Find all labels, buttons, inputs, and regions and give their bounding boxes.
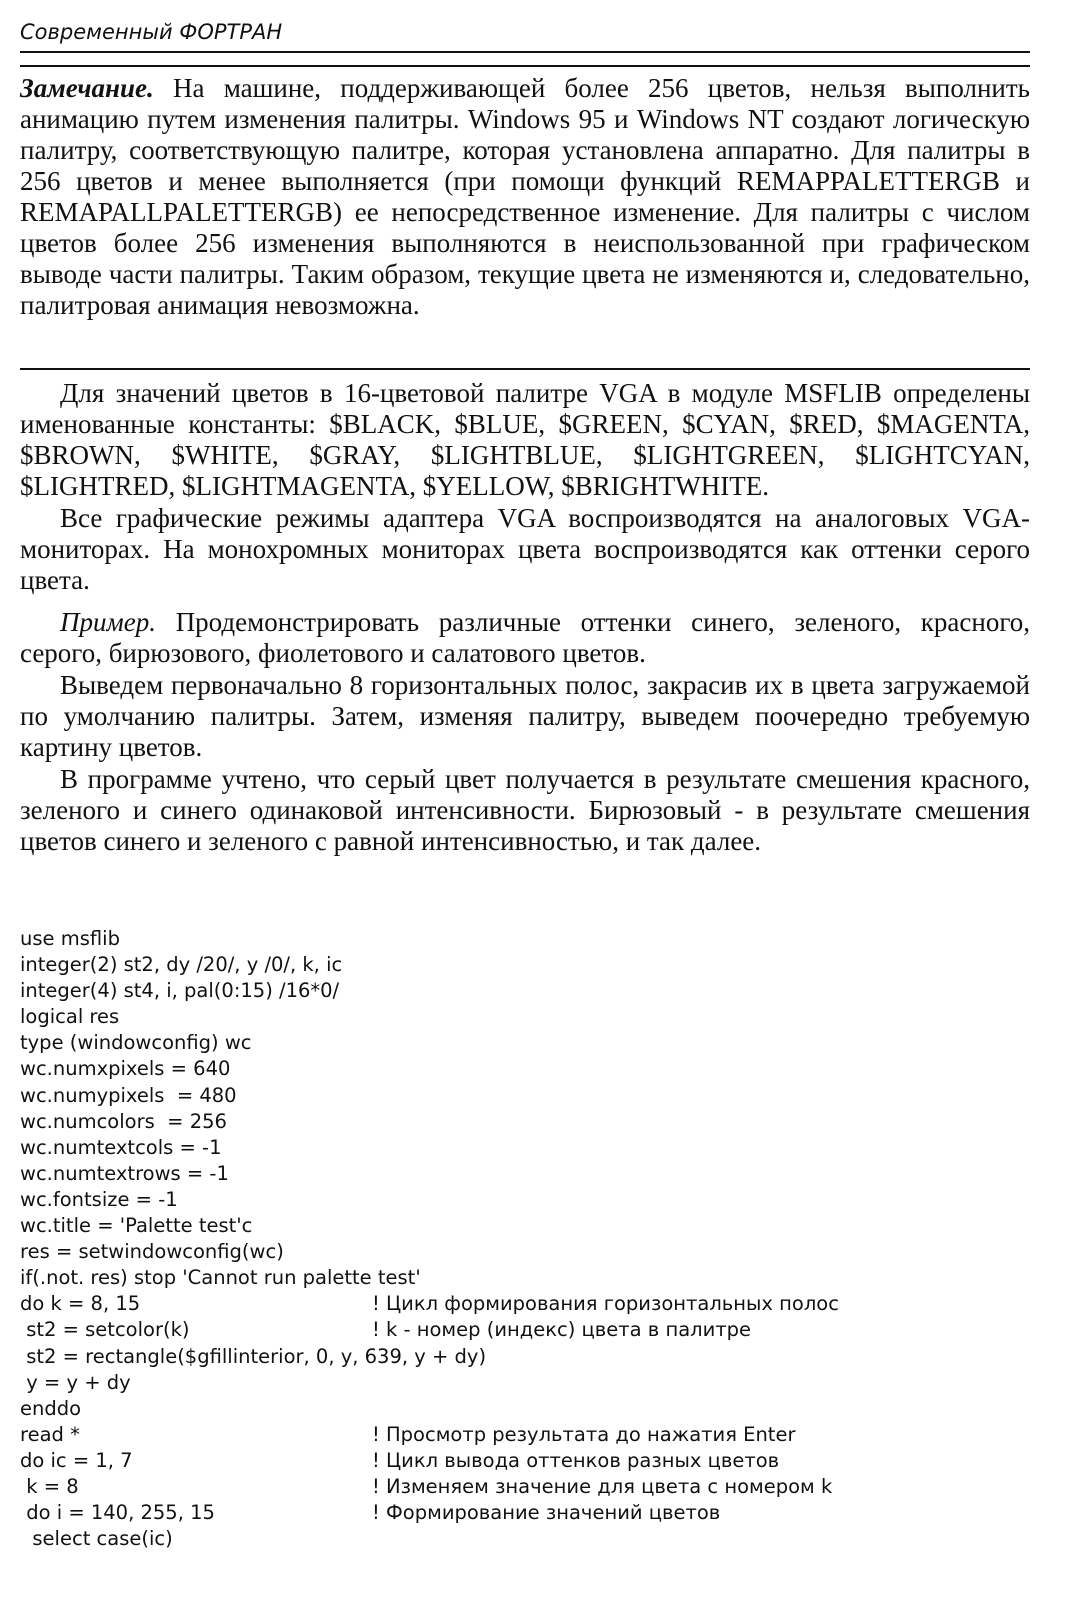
code-line [20,1422,1030,1448]
code-line [20,1474,1030,1500]
code-comment: ! Цикл вывода оттенков разных цветов [372,1448,780,1472]
code-source: st2 = rectangle($gfillinterior, 0, y, 639, y + dy) [20,1344,487,1368]
code-source: wc.fontsize = -1 [20,1187,178,1211]
code-comment: ! Цикл формирования горизонтальных полос [372,1292,839,1316]
code-source: do k = 8, 15 [20,1292,141,1316]
code-line [20,978,1030,1004]
code-line [20,1344,1030,1370]
example-lead: Пример. [60,607,156,637]
code-comment: ! k - номер (индекс) цвета в палитре [372,1318,752,1342]
example-text: Продемонстрировать различные оттенки синего, зеленого, красного, серого, бирюзового, фиолетового и салатового цветов. [20,607,1030,668]
code-source: res = setwindowconfig(wc) [20,1240,284,1264]
code-listing [20,926,1030,1552]
code-line [20,1448,1030,1474]
code-line [20,1370,1030,1396]
note-text: На машине, поддерживающей более 256 цветов, нельзя выполнить анимацию путем изменения палитры. Windows 95 и Windows NT создают логическую палитру, соответствующую палитре, которая установлена аппаратно. Для палитры в 256 цветов и менее выполняется (при помощи функций REMAPPALETTERGB и REMAPALLPALETTERGB) ее непосредственное изменение. Для палитры с числом цветов более 256 изменения выполняются в неиспользованной при графическом выводе части палитры. Таким образом, текущие цвета не изменяются и, следовательно, палитровая анимация невозможна. [20,73,1030,320]
code-line [20,1187,1030,1213]
code-comment: ! Формирование значений цветов [372,1501,721,1525]
code-line [20,1056,1030,1082]
code-source: do i = 140, 255, 15 [20,1501,215,1525]
paragraph-example [20,607,1030,669]
code-source: read * [20,1422,80,1446]
code-line [20,1265,1030,1291]
code-line [20,1213,1030,1239]
code-line [20,1239,1030,1265]
code-line [20,1396,1030,1422]
code-line [20,1030,1030,1056]
note-top-rule [20,65,1030,67]
paragraph-gray: В программе учтено, что серый цвет получается в результате смешения красного, зеленого и синего одинаковой интенсивности. Бирюзовый - в результате смешения цветов синего и зеленого с равной интенсивностью, и так далее. [20,764,1030,856]
code-source: integer(2) st2, dy /20/, y /0/, k, ic [20,953,343,977]
code-line [20,952,1030,978]
code-line [20,926,1030,952]
code-line [20,1135,1030,1161]
note-block [20,73,1030,321]
code-source: enddo [20,1396,82,1420]
paragraph-monitors: Все графические режимы адаптера VGA воспроизводятся на аналоговых VGA-мониторах. На монохромных мониторах цвета воспроизводятся как оттенки серого цвета. [20,503,1030,595]
code-source: wc.numypixels = 480 [20,1083,237,1107]
code-source: integer(4) st4, i, pal(0:15) /16*0/ [20,979,340,1003]
code-source: wc.numtextrows = -1 [20,1161,229,1185]
code-line [20,1291,1030,1317]
code-source: wc.title = 'Palette test'c [20,1214,253,1238]
code-comment: ! Изменяем значение для цвета с номером k [372,1474,833,1498]
code-comment: ! Просмотр результата до нажатия Enter [372,1422,796,1446]
code-line [20,1317,1030,1343]
code-source: wc.numtextcols = -1 [20,1135,222,1159]
code-source: select case(ic) [20,1527,173,1551]
code-source: use msflib [20,927,120,950]
code-line [20,1083,1030,1109]
code-source: wc.numcolors = 256 [20,1109,227,1133]
code-line [20,1109,1030,1135]
code-source: wc.numxpixels = 640 [20,1057,231,1081]
book-page [20,0,1030,1600]
code-source: if(.not. res) stop 'Cannot run palette test' [20,1266,421,1290]
note-lead: Замечание. [20,73,154,103]
code-source: k = 8 [20,1474,79,1498]
header-rule [20,51,1030,53]
code-line [20,1526,1030,1552]
code-line [20,1004,1030,1030]
code-source: logical res [20,1005,120,1029]
code-source: st2 = setcolor(k) [20,1318,190,1342]
code-line [20,1161,1030,1187]
paragraph-stripes: Выведем первоначально 8 горизонтальных полос, закрасив их в цвета загружаемой по умолчанию палитры. Затем, изменяя палитру, выведем поочередно требуемую картину цветов. [20,670,1030,762]
paragraph-constants: Для значений цветов в 16-цветовой палитре VGA в модуле MSFLIB определены именованные константы: $BLACK, $BLUE, $GREEN, $CYAN, $RED, $MAGENTA, $BROWN, $WHITE, $GRAY, $LIGHTBLUE, $LIGHTGREEN, $LIGHTCYAN, $LIGHTRED, $LIGHTMAGENTA, $YELLOW, $BRIGHTWHITE. [20,378,1030,501]
code-source: type (windowconfig) wc [20,1031,252,1055]
code-source: do ic = 1, 7 [20,1448,133,1472]
note-bottom-rule [20,368,1030,370]
code-source: y = y + dy [20,1370,131,1394]
code-line [20,1500,1030,1526]
running-head: Современный ФОРТРАН [20,20,283,44]
body-text [20,378,1030,857]
